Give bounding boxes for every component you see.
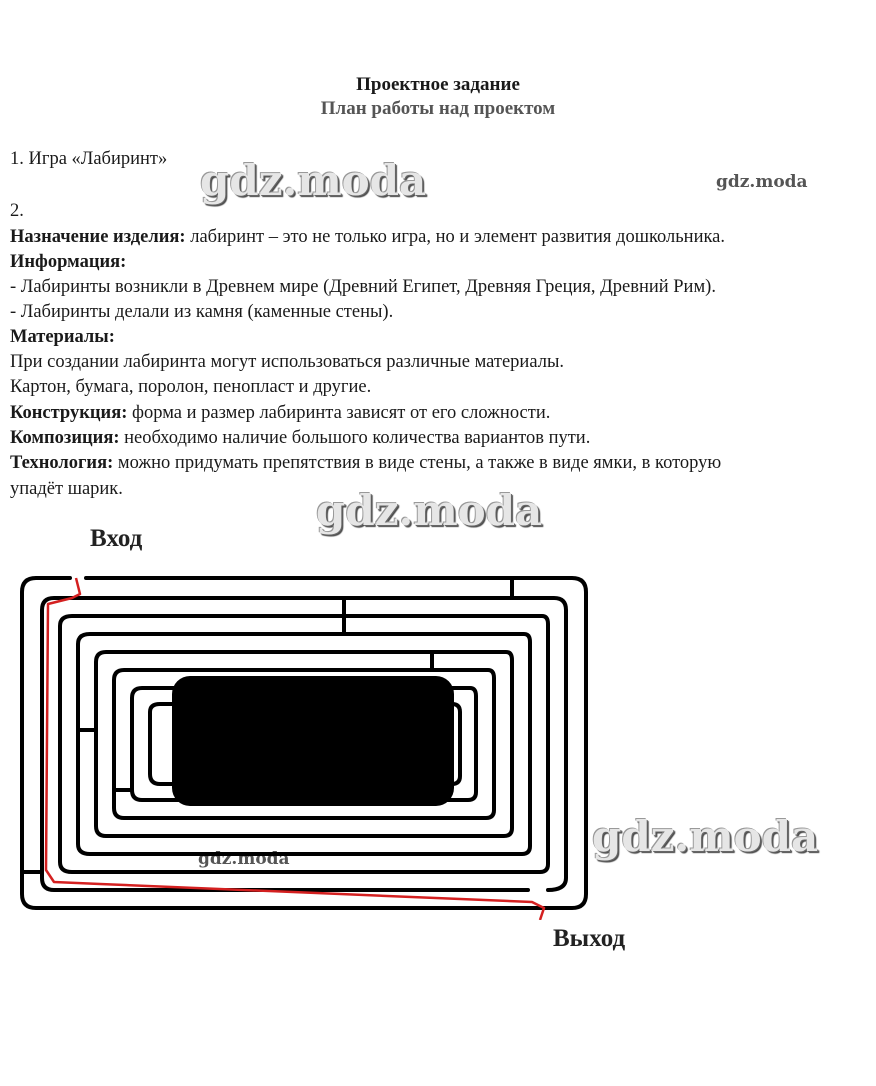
item-1: 1. Игра «Лабиринт» [10,149,168,169]
materials-line-2: Картон, бумага, поролон, пенопласт и другие. [10,377,372,397]
materials-label: Материалы: [10,327,115,347]
entry-label: Вход [90,525,143,552]
purpose-text: лабиринт – это не только игра, но и элемент развития дошкольника. [185,227,726,247]
maze-diagram [0,560,876,920]
technology-line-2: упадёт шарик. [10,479,123,499]
purpose-line [10,226,725,248]
technology-text: можно придумать препятствия в виде стены, а также в виде ямки, в которую [113,453,722,473]
construction-line [10,402,550,424]
construction-label: Конструкция: [10,403,128,423]
watermark: gdz.moda [316,486,543,535]
materials-line-1: При создании лабиринта могут использоваться различные материалы. [10,352,564,372]
composition-line [10,427,590,449]
info-line-1: - Лабиринты возникли в Древнем мире (Древний Египет, Древняя Греция, Древний Рим). [10,277,716,297]
purpose-label: Назначение изделия: [10,227,186,247]
item-2: 2. [10,201,24,221]
page-title: Проектное задание [356,74,520,95]
watermark: gdz.moda [592,812,819,861]
composition-text: необходимо наличие большого количества вариантов пути. [119,428,591,448]
watermark: gdz.moda [200,156,427,205]
info-label: Информация: [10,252,127,272]
watermark: gdz.moda [198,849,290,869]
info-line-2: - Лабиринты делали из камня (каменные стены). [10,302,394,322]
technology-line [10,452,721,474]
exit-label: Выход [553,925,626,952]
page-subtitle: План работы над проектом [320,98,556,119]
maze-center [172,676,454,806]
watermark: gdz.moda [716,172,808,192]
technology-label: Технология: [10,453,114,473]
construction-text: форма и размер лабиринта зависят от его сложности. [127,403,551,423]
composition-label: Композиция: [10,428,120,448]
